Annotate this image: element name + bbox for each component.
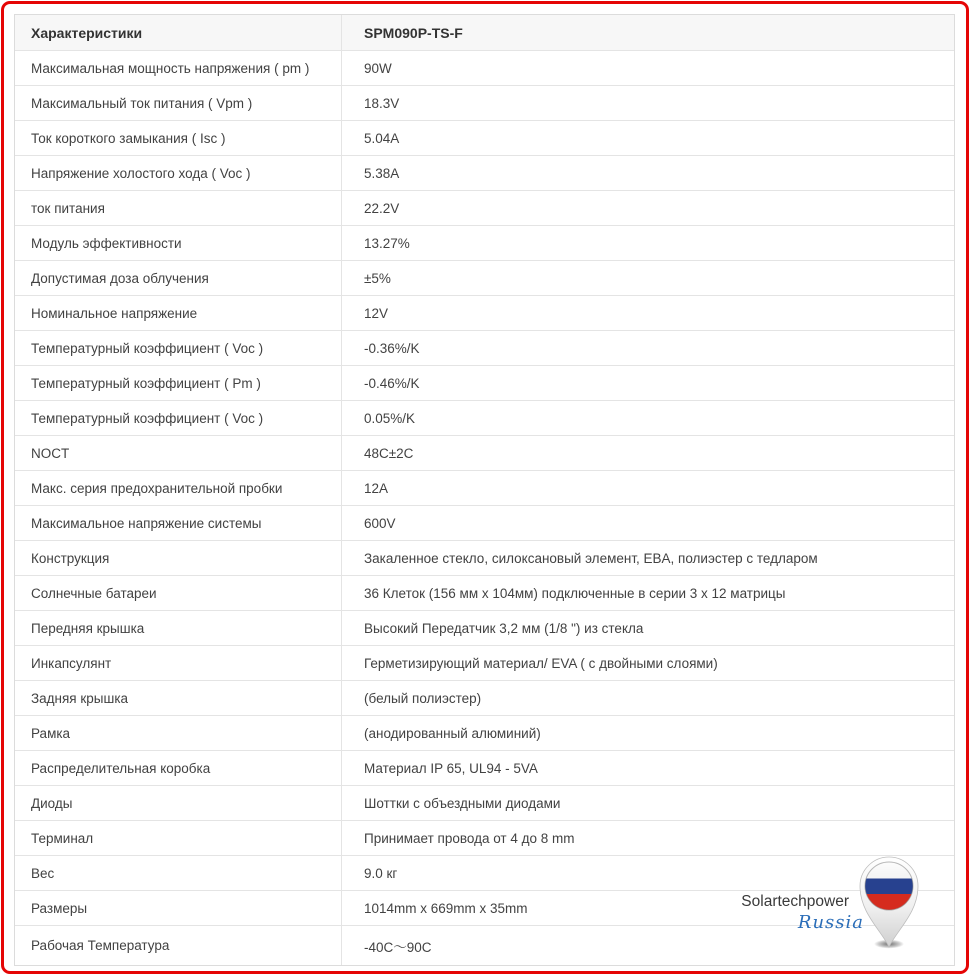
spec-label: Номинальное напряжение — [15, 296, 342, 330]
spec-label: Конструкция — [15, 541, 342, 575]
table-header-row — [15, 15, 954, 50]
brand-country: Russia — [797, 912, 864, 933]
header-characteristics-label: Характеристики — [15, 15, 342, 50]
spec-label: Температурный коэффициент ( Voc ) — [15, 331, 342, 365]
spec-value: Материал IP 65, UL94 - 5VA — [364, 760, 538, 776]
spec-value: 1014mm x 669mm x 35mm — [364, 900, 528, 916]
spec-value: 5.38A — [364, 165, 400, 181]
table-row — [15, 330, 954, 365]
spec-value: 9.0 кг — [364, 865, 398, 881]
table-row — [15, 190, 954, 225]
spec-label: Рабочая Температура — [15, 926, 342, 965]
spec-label: Вес — [15, 856, 342, 890]
spec-label: Диоды — [15, 786, 342, 820]
table-row — [15, 155, 954, 190]
spec-value: 36 Клеток (156 мм x 104мм) подключенные в серии 3 x 12 матрицы — [364, 585, 786, 601]
table-row — [15, 610, 954, 645]
spec-label: Модуль эффективности — [15, 226, 342, 260]
spec-value: -0.46%/K — [364, 375, 420, 391]
spec-value: (анодированный алюминий) — [364, 725, 541, 741]
spec-label: Передняя крышка — [15, 611, 342, 645]
table-row — [15, 505, 954, 540]
spec-value: Шоттки с объездными диодами — [364, 795, 561, 811]
spec-value: 22.2V — [364, 200, 400, 216]
spec-label: ток питания — [15, 191, 342, 225]
header-model-label: SPM090P-TS-F — [364, 24, 463, 41]
spec-value: 13.27% — [364, 235, 410, 251]
table-row — [15, 575, 954, 610]
table-row — [15, 400, 954, 435]
table-row — [15, 435, 954, 470]
spec-label: Максимальное напряжение системы — [15, 506, 342, 540]
spec-value: -0.36%/K — [364, 340, 420, 356]
spec-label: Рамка — [15, 716, 342, 750]
spec-label: Допустимая доза облучения — [15, 261, 342, 295]
spec-value: 90W — [364, 60, 392, 76]
spec-label: Солнечные батареи — [15, 576, 342, 610]
table-row — [15, 225, 954, 260]
spec-value: Высокий Передатчик 3,2 мм (1/8 ") из стекла — [364, 620, 644, 636]
spec-value: (белый полиэстер) — [364, 690, 482, 706]
spec-label: Терминал — [15, 821, 342, 855]
table-row — [15, 715, 954, 750]
table-row — [15, 820, 954, 855]
spec-label: Температурный коэффициент ( Voc ) — [15, 401, 342, 435]
spec-value: ±5% — [364, 270, 391, 286]
table-row — [15, 750, 954, 785]
table-row — [15, 855, 954, 890]
spec-value: 5.04A — [364, 130, 400, 146]
table-row — [15, 260, 954, 295]
spec-label: Максимальная мощность напряжения ( pm ) — [15, 51, 342, 85]
table-row — [15, 680, 954, 715]
table-row — [15, 50, 954, 85]
spec-value: Принимает провода от 4 до 8 mm — [364, 830, 575, 846]
spec-value: Закаленное стекло, силоксановый элемент, EBA, полиэстер с тедларом — [364, 550, 818, 566]
spec-label: Ток короткого замыкания ( Isc ) — [15, 121, 342, 155]
spec-value: 18.3V — [364, 95, 400, 111]
spec-label: NOCT — [15, 436, 342, 470]
spec-value: 48C±2C — [364, 445, 414, 461]
map-pin-russian-flag-icon — [856, 855, 922, 951]
brand-name: Solartechpower — [741, 893, 849, 910]
spec-value: Герметизирующий материал/ EVA ( с двойными слоями) — [364, 655, 718, 671]
spec-label: Размеры — [15, 891, 342, 925]
spec-label: Напряжение холостого хода ( Voc ) — [15, 156, 342, 190]
spec-value: 12A — [364, 480, 389, 496]
table-row — [15, 120, 954, 155]
table-row — [15, 295, 954, 330]
spec-label: Инкапсулянт — [15, 646, 342, 680]
table-row — [15, 540, 954, 575]
specification-table — [14, 14, 955, 966]
table-row — [15, 85, 954, 120]
spec-value: 0.05%/K — [364, 410, 416, 426]
table-row — [15, 785, 954, 820]
spec-label: Задняя крышка — [15, 681, 342, 715]
table-row — [15, 470, 954, 505]
spec-value: 600V — [364, 515, 396, 531]
spec-label: Распределительная коробка — [15, 751, 342, 785]
spec-value: 12V — [364, 305, 389, 321]
table-row — [15, 365, 954, 400]
spec-label: Максимальный ток питания ( Vpm ) — [15, 86, 342, 120]
spec-label: Температурный коэффициент ( Pm ) — [15, 366, 342, 400]
spec-value: -40C～90C — [364, 939, 432, 955]
table-row — [15, 645, 954, 680]
spec-label: Макс. серия предохранительной пробки — [15, 471, 342, 505]
